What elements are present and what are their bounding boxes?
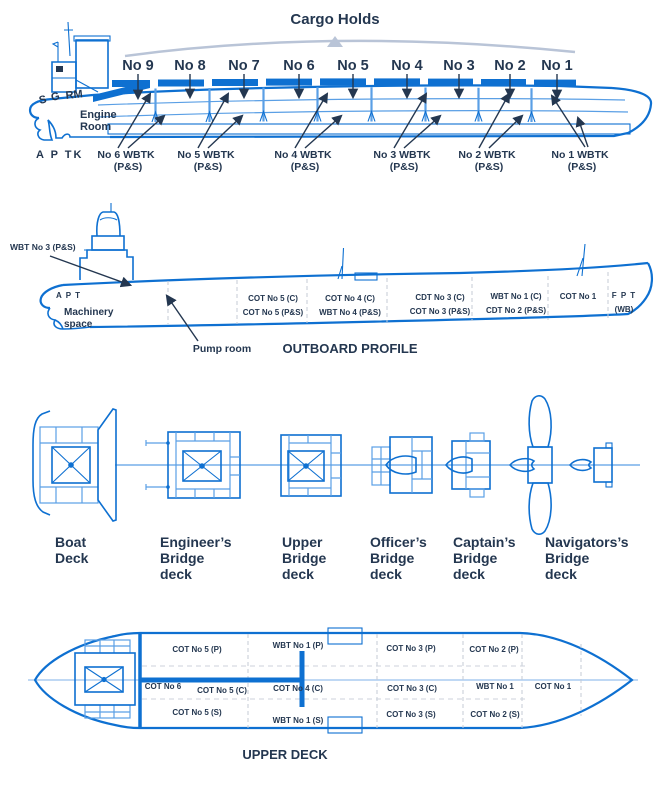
deck-labels (55, 534, 629, 582)
machinery-label-1: Machinery (64, 307, 114, 318)
hold-label: No 5 (337, 58, 369, 74)
tank-label: COT No 5 (P) (172, 645, 222, 654)
deck-label: Upper (282, 534, 323, 550)
hold-label: No 2 (494, 58, 526, 74)
tank-label: COT No 1 (534, 682, 572, 691)
engine-room-label-2: Room (80, 121, 112, 133)
wbtk-label: No 4 WBTK (274, 149, 332, 161)
compartment-label: COT No 5 (P&S) (242, 308, 304, 317)
tank-label: COT No 5 (C) (197, 686, 247, 695)
boat-deck-plan (33, 409, 116, 521)
tanker-superstructure (80, 203, 133, 280)
machinery-label-2: space (64, 319, 93, 330)
compartment-label: CDT No 2 (P&S) (486, 306, 546, 315)
deck-label: deck (282, 566, 314, 582)
tank-label: WBT No 1 (476, 682, 514, 691)
deck-label: Navigators’s (545, 534, 629, 550)
compartment-label: COT No 3 (P&S) (409, 307, 471, 316)
wbtk-label: (P&S) (113, 161, 143, 173)
wbtk-label: (P&S) (290, 161, 320, 173)
deck-label: deck (453, 566, 485, 582)
compartment-labels (243, 291, 636, 317)
sg-label: S G (37, 89, 63, 107)
cargo-holds-profile-diagram (0, 0, 665, 200)
wbtk-label: (P&S) (567, 161, 597, 173)
compartment-label: COT No 4 (C) (325, 294, 375, 303)
hold-label: No 4 (391, 58, 423, 74)
outboard-profile-caption: OUTBOARD PROFILE (282, 341, 418, 356)
rm-label: RM (65, 88, 84, 102)
deck-label: Bridge (370, 550, 415, 566)
hold-label: No 7 (228, 58, 260, 74)
deck-label: Deck (55, 550, 89, 566)
hold-label: No 3 (443, 58, 475, 74)
tank-label: COT No 3 (P) (386, 644, 436, 653)
apt-label: A P T (56, 291, 82, 300)
wbtk-labels (97, 149, 609, 173)
plan-superstructure (75, 640, 135, 718)
hold-label: No 1 (541, 58, 573, 74)
deck-plans-diagram (0, 385, 665, 600)
cargo-holds-title: Cargo Holds (290, 11, 380, 28)
outboard-profile-diagram (0, 200, 665, 370)
wbt3-arrow (50, 256, 130, 285)
compartment-label: COT No 1 (559, 292, 597, 301)
wbtk-label: (P&S) (193, 161, 223, 173)
deck-label: Captain’s (453, 534, 516, 550)
deck-label: Boat (55, 534, 87, 550)
hold-label: No 9 (122, 58, 154, 74)
upper-deck-labels (145, 641, 572, 725)
compartment-label: (WB) (614, 305, 634, 314)
compartment-label: COT No 5 (C) (248, 294, 298, 303)
wbtk-label: No 6 WBTK (97, 149, 155, 161)
superstructure-side (52, 22, 110, 92)
double-bottom (108, 124, 630, 134)
wbtk-label: No 1 WBTK (551, 149, 609, 161)
wbt3-label: WBT No 3 (P&S) (10, 242, 76, 252)
hold-label: No 8 (174, 58, 206, 74)
internal-decks (98, 99, 628, 117)
pump-room-label: Pump room (192, 343, 252, 355)
wbtk-label: (P&S) (389, 161, 419, 173)
deck-label: Bridge (545, 550, 590, 566)
aptk-label: A P TK (36, 149, 84, 161)
deck-label: deck (370, 566, 402, 582)
tank-label: COT No 4 (C) (273, 684, 323, 693)
deck-label: deck (545, 566, 577, 582)
deck-label: Bridge (160, 550, 205, 566)
engine-room-label-1: Engine (80, 109, 117, 121)
tank-label: COT No 5 (S) (172, 708, 222, 717)
pump-room-arrow (167, 296, 198, 341)
tank-label: COT No 3 (C) (387, 684, 437, 693)
wbtk-label: No 3 WBTK (373, 149, 431, 161)
hold-number-labels (122, 58, 572, 74)
wbtk-label: No 2 WBTK (458, 149, 516, 161)
deck-label: Engineer’s (160, 534, 232, 550)
compartment-label: CDT No 3 (C) (415, 293, 465, 302)
tank-label: WBT No 1 (P) (272, 641, 324, 650)
hold-label: No 6 (283, 58, 315, 74)
tank-label: COT No 2 (S) (470, 710, 520, 719)
tank-label: COT No 2 (P) (469, 645, 519, 654)
wbtk-label: (P&S) (474, 161, 504, 173)
deck-label: Bridge (282, 550, 327, 566)
deck-label: deck (160, 566, 192, 582)
compartment-label: WBT No 4 (P&S) (319, 308, 381, 317)
tank-label: COT No 3 (S) (386, 710, 436, 719)
wbtk-label: No 5 WBTK (177, 149, 235, 161)
hold-bulkheads (152, 87, 535, 122)
deck-label: Bridge (453, 550, 498, 566)
compartment-label: F P T (611, 291, 637, 300)
tank-label: COT No 6 (144, 682, 182, 691)
upper-deck-caption: UPPER DECK (242, 747, 328, 762)
cargo-holds-bracket (125, 36, 575, 56)
deck-label: Officer’s (370, 534, 427, 550)
compartment-label: WBT No 1 (C) (490, 292, 542, 301)
tank-label: WBT No 1 (S) (272, 716, 324, 725)
upper-deck-plan-diagram (0, 600, 665, 785)
